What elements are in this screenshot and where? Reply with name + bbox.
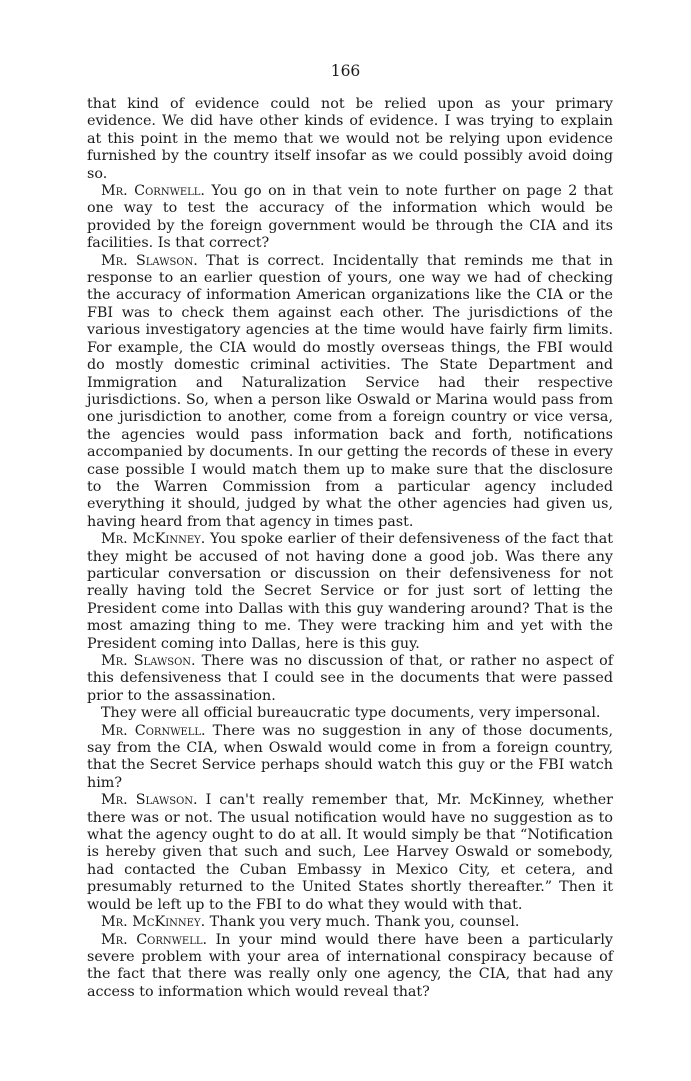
speaker-name: Mr. Cornwell. bbox=[101, 931, 208, 948]
paragraph-text: I can't really remember that, Mr. McKinney, whether there was or not. The usual notification would have no suggestion as to what the agency ought to do at all. It would simply be that “Notification is hereby given that such and such, Lee Harvey Oswald or somebody, had contacted the Cuban Embassy in Mexico City, et cetera, and presumably returned to the United States shortly thereafter.” Then it would be left up to the FBI to do what they would with that. bbox=[87, 792, 613, 913]
paragraph-text: You spoke earlier of their defensiveness of the fact that they might be accused of not having done a good job. Was there any particular conversation or discussion on their defensiveness for not really having told the Secret Service or for just sort of letting the President come into Dallas with this guy wandering around? That is the most amazing thing to me. They were tracking him and yet with the President coming into Dallas, here is this guy. bbox=[87, 531, 614, 652]
paragraph bbox=[87, 932, 613, 1002]
paragraph-text: that kind of evidence could not be relied upon as your primary evidence. We did have other kinds of evidence. I was trying to explain at this point in the memo that we would not be relying upon evidence furnished by the country itself insofar as we could possibly avoid doing so. bbox=[87, 96, 613, 182]
paragraph bbox=[87, 253, 613, 532]
paragraph bbox=[87, 96, 613, 183]
speaker-name: Mr. McKinney. bbox=[101, 914, 206, 931]
paragraph-text: In your mind would there have been a particularly severe problem with your area of international conspiracy because of the fact that there was really only one agency, the CIA, that had any access to information which would reveal that? bbox=[87, 931, 614, 1000]
paragraph bbox=[87, 653, 613, 705]
speaker-name: Mr. Cornwell. bbox=[101, 722, 206, 739]
page-number: 166 bbox=[330, 62, 361, 80]
transcript-body bbox=[87, 96, 613, 1001]
paragraph-text: That is correct. Incidentally that reminds me that in response to an earlier question of yours, one way we had of checking the accuracy of information American organizations like the CIA or the FBI was to check them against each other. The jurisdictions of the various investigatory agencies at the time would have fairly firm limits. For example, the CIA would do mostly overseas things, the FBI would do mostly domestic criminal activities. The State Department and Immigration and Naturalization Service had their respective jurisdictions. So, when a person like Oswald or Marina would pass from one jurisdiction to another, come from a foreign country or vice versa, the agencies would pass information back and forth, notifications accompanied by documents. In our getting the records of these in every case possible I would match them up to make sure that the disclosure to the Warren Commission from a particular agency included everything it should, judged by what the other agencies had given us, having heard from that agency in times past. bbox=[87, 252, 613, 530]
speaker-name: Mr. Slawson. bbox=[101, 252, 198, 269]
paragraph bbox=[87, 531, 613, 653]
paragraph-text: They were all official bureaucratic type documents, very impersonal. bbox=[101, 705, 601, 722]
paragraph-text: There was no discussion of that, or rather no aspect of this defensiveness that I could see in the documents that were passed prior to the assassination. bbox=[87, 653, 613, 704]
speaker-name: Mr. Cornwell. bbox=[101, 183, 205, 200]
speaker-name: Mr. Slawson. bbox=[101, 653, 196, 669]
paragraph-text: You go on in that vein to note further on page 2 that one way to test the accuracy of the information which would be provided by the foreign government would be through the CIA and its facilities. Is that correct? bbox=[87, 183, 613, 252]
paragraph bbox=[87, 914, 613, 931]
paragraph bbox=[87, 792, 613, 914]
paragraph-text: There was no suggestion in any of those documents, say from the CIA, when Oswald would come in from a foreign country, that the Secret Service perhaps should watch this guy or the FBI watch him? bbox=[87, 722, 613, 791]
paragraph bbox=[87, 183, 613, 253]
paragraph bbox=[87, 723, 613, 793]
speaker-name: Mr. Slawson. bbox=[101, 792, 198, 809]
paragraph bbox=[87, 705, 613, 722]
speaker-name: Mr. McKinney. bbox=[101, 531, 206, 548]
paragraph-text: Thank you very much. Thank you, counsel. bbox=[205, 914, 520, 931]
